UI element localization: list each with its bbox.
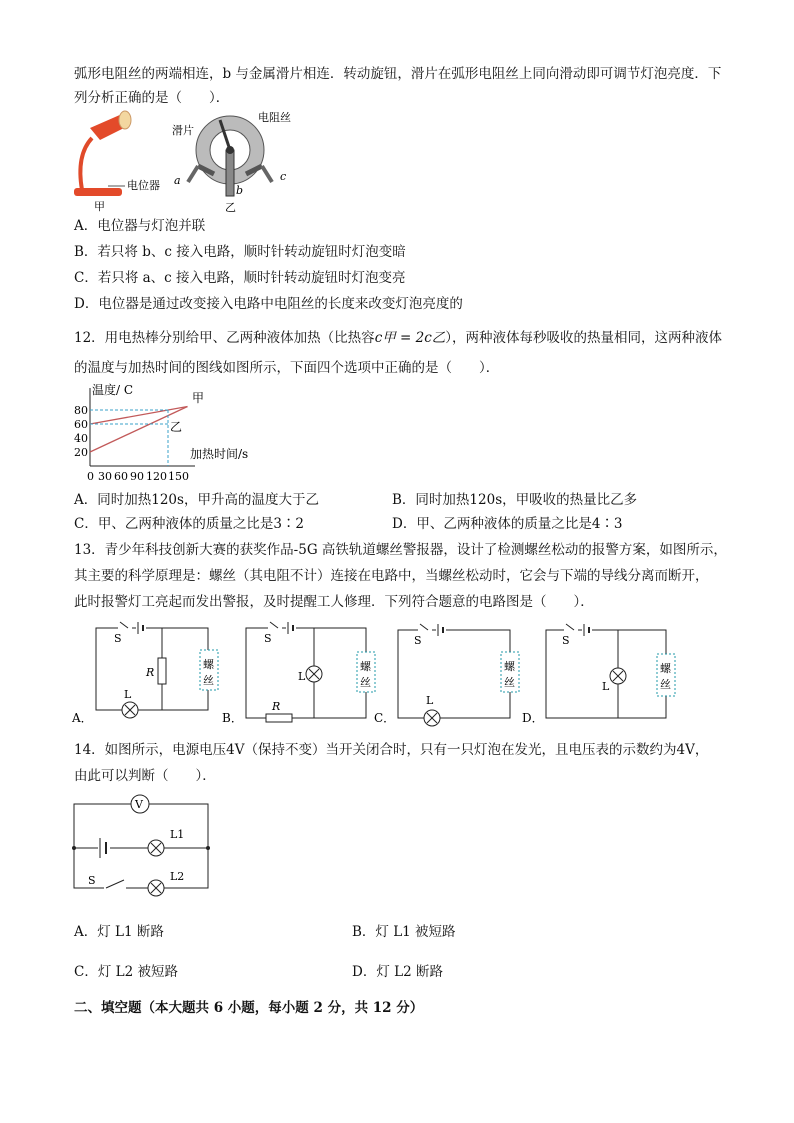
label-l: L xyxy=(298,670,306,683)
label-l: L xyxy=(602,680,610,693)
q12-text-part2: ），两种液体每秒吸收的热量相同，这两种液体 xyxy=(445,330,723,346)
q14-option-a: A．灯 L1 断路 xyxy=(74,924,164,940)
label-l: L xyxy=(426,694,434,707)
label-screw1: 螺 xyxy=(360,660,371,673)
circuit-a-label: A． xyxy=(72,711,93,725)
label-screw1: 螺 xyxy=(504,660,515,673)
circuit-d xyxy=(522,624,675,725)
q12-formula: c甲 = 2c乙 xyxy=(374,330,446,346)
label-r: R xyxy=(146,666,155,679)
q14-text-line1: 14．如图所示，电源电压4V（保持不变）当开关闭合时，只有一只灯泡在发光，且电压表的示数约为4V， xyxy=(74,742,709,758)
fig-yi-label: 乙 xyxy=(225,201,236,214)
x-tick-60: 60 xyxy=(114,470,128,483)
series-jia-label: 甲 xyxy=(192,391,205,405)
label-s: S xyxy=(414,634,422,647)
series-yi-label: 乙 xyxy=(170,420,183,434)
resistor-icon xyxy=(158,658,166,684)
q11-option-a: A．电位器与灯泡并联 xyxy=(74,218,206,234)
terminal-c-label: c xyxy=(280,170,287,183)
section-2-heading: 二、填空题（本大题共 6 小题，每小题 2 分，共 12 分） xyxy=(74,1000,424,1016)
label-screw1: 螺 xyxy=(203,658,214,671)
q12-option-b: B．同时加热120s，甲吸收的热量比乙多 xyxy=(392,492,638,508)
label-s: S xyxy=(562,634,570,647)
circuit-c xyxy=(374,624,519,726)
y-tick-80: 80 xyxy=(74,404,88,417)
potentiometer-label: 电位器 xyxy=(127,179,160,192)
label-screw2: 丝 xyxy=(504,676,515,689)
x-tick-30: 30 xyxy=(98,470,112,483)
label-screw2: 丝 xyxy=(203,674,214,687)
label-s: S xyxy=(114,632,122,645)
label-screw1: 螺 xyxy=(660,662,671,675)
label-l: L xyxy=(124,688,132,701)
q11-figure xyxy=(70,110,300,214)
x-tick-90: 90 xyxy=(130,470,144,483)
q12-option-c: C．甲、乙两种液体的质量之比是3∶2 xyxy=(74,516,305,532)
circuit-c-label: C． xyxy=(374,711,396,725)
label-screw2: 丝 xyxy=(660,678,671,691)
lamp-l1-label: L1 xyxy=(170,828,185,841)
q11-option-c: C．若只将 a、c 接入电路，顺时针转动旋钮时灯泡变亮 xyxy=(74,270,406,286)
chart-ylabel: 温度/ C xyxy=(92,383,134,397)
chart-xlabel: 加热时间/s xyxy=(190,447,249,461)
voltmeter-label: V xyxy=(135,798,143,811)
q14-option-c: C．灯 L2 被短路 xyxy=(74,964,178,980)
q14-option-d: D．灯 L2 断路 xyxy=(352,964,443,980)
slider-label: 滑片 xyxy=(172,124,194,137)
circuit-b-label: B． xyxy=(222,711,243,725)
q11-text-line1: 弧形电阻丝的两端相连，b 与金属滑片相连．转动旋钮，滑片在弧形电阻丝上同向滑动即可调节灯泡亮度．下 xyxy=(74,66,722,82)
desk-lamp-icon xyxy=(74,111,131,196)
y-tick-40: 40 xyxy=(74,432,88,445)
q13-text-line2: 其主要的科学原理是：螺丝（其电阻不计）连接在电路中，当螺丝松动时，它会与下端的导线分离而断开， xyxy=(74,568,709,584)
circuit-d-label: D． xyxy=(522,711,544,725)
label-s: S xyxy=(264,632,272,645)
q14-circuit xyxy=(70,792,220,902)
y-tick-20: 20 xyxy=(74,446,88,459)
terminal-b-label: b xyxy=(236,184,244,197)
wire-label: 电阻丝 xyxy=(258,111,291,124)
temperature-time-chart xyxy=(70,380,270,490)
circuit-a xyxy=(71,622,218,725)
fig-jia-label: 甲 xyxy=(94,200,105,213)
q12-text-line1 xyxy=(74,328,722,348)
circuit-b xyxy=(222,622,375,725)
y-tick-60: 60 xyxy=(74,418,88,431)
q13-text-line3: 此时报警灯工亮起而发出警报，及时提醒工人修理．下列符合题意的电路图是（ ）． xyxy=(74,594,594,610)
q13-text-line1: 13．青少年科技创新大赛的获奖作品-5G 高铁轨道螺丝警报器，设计了检测螺丝松动的报警方案，如图所示， xyxy=(74,542,727,558)
label-r: R xyxy=(272,700,281,713)
q12-text-part1: 12．用电热棒分别给甲、乙两种液体加热（比热容 xyxy=(74,330,375,346)
label-screw2: 丝 xyxy=(360,676,371,689)
q14-text-line2: 由此可以判断（ ）． xyxy=(74,768,216,784)
x-tick-120: 120 xyxy=(146,470,167,483)
q11-option-b: B．若只将 b、c 接入电路，顺时针转动旋钮时灯泡变暗 xyxy=(74,244,406,260)
potentiometer-diagram xyxy=(188,116,272,196)
terminal-a-label: a xyxy=(174,174,181,187)
q11-text-line2: 列分析正确的是（ ）． xyxy=(74,90,230,106)
x-tick-150: 150 xyxy=(168,470,189,483)
resistor-icon xyxy=(266,714,292,722)
q14-option-b: B．灯 L1 被短路 xyxy=(352,924,456,940)
switch-s-label: S xyxy=(88,874,96,887)
q11-option-d: D．电位器是通过改变接入电路中电阻丝的长度来改变灯泡亮度的 xyxy=(74,296,463,312)
lamp-l2-label: L2 xyxy=(170,870,185,883)
q12-option-a: A．同时加热120s，甲升高的温度大于乙 xyxy=(74,492,319,508)
x-tick-0: 0 xyxy=(87,470,94,483)
q12-option-d: D．甲、乙两种液体的质量之比是4∶3 xyxy=(392,516,623,532)
q13-circuits xyxy=(70,618,700,730)
q12-text-line2: 的温度与加热时间的图线如图所示，下面四个选项中正确的是（ ）． xyxy=(74,360,500,376)
